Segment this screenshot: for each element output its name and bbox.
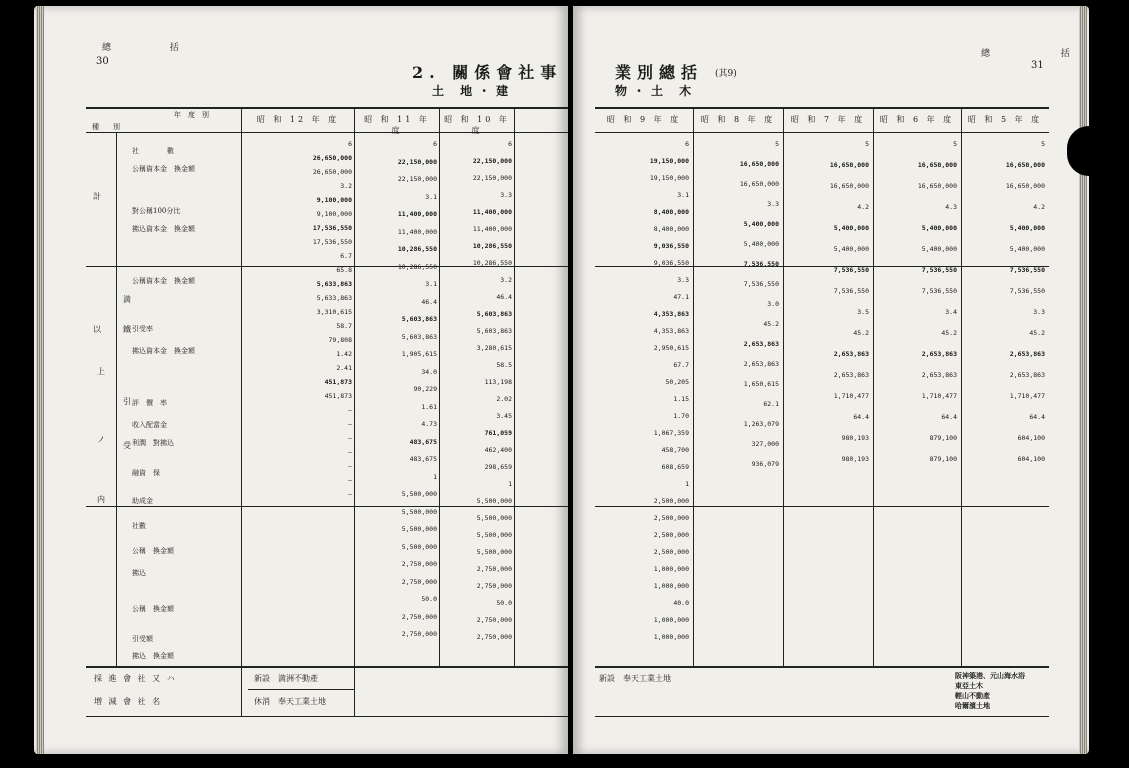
table-cell: 3.5 xyxy=(857,308,869,316)
page-title: 業別總括 xyxy=(615,63,704,82)
table-cell: 5,500,000 xyxy=(476,531,512,539)
table-cell: 1 xyxy=(685,480,689,488)
table-cell: 10,286,550 xyxy=(472,242,512,250)
table-cell: 879,100 xyxy=(929,455,957,463)
side-label: 受 xyxy=(123,441,131,450)
table-cell: 9,100,000 xyxy=(316,210,352,218)
table-cell: 9,036,550 xyxy=(653,259,689,267)
table-cell: 17,536,550 xyxy=(312,224,352,232)
table-cell: 3.0 xyxy=(767,300,779,308)
table-cell: — xyxy=(348,420,352,428)
stub-header-year: 年 度 別 xyxy=(174,111,209,119)
table-cell: 1,067,359 xyxy=(653,429,689,437)
table-cell: 5,500,000 xyxy=(476,514,512,522)
table-cell: 6 xyxy=(508,140,512,148)
table-cell: 2,750,000 xyxy=(401,577,437,586)
table-cell: 2,653,863 xyxy=(833,371,869,379)
footer-company: 輕山不動產 xyxy=(955,691,990,700)
table-cell: 2,500,000 xyxy=(653,548,689,556)
table-cell: — xyxy=(348,406,352,414)
row-label: 拂込資本金 換金額 xyxy=(132,225,195,233)
table-cell: 2,653,863 xyxy=(921,371,957,379)
table-cell: 5,400,000 xyxy=(743,240,779,248)
table-cell: 5 xyxy=(865,140,869,148)
table-cell: 2,653,863 xyxy=(743,360,779,368)
left-page xyxy=(34,6,568,754)
table-cell: 761,059 xyxy=(484,429,512,437)
table-cell: 1,000,000 xyxy=(653,565,689,573)
table-cell: 2,653,863 xyxy=(921,350,957,358)
table-cell: 5,500,000 xyxy=(401,507,437,516)
side-label: 満 xyxy=(123,295,131,304)
table-cell: 5,400,000 xyxy=(1009,245,1045,253)
table-cell: 1,710,477 xyxy=(1009,392,1045,400)
table-cell: 3.4 xyxy=(945,308,957,316)
table-cell: 79,808 xyxy=(328,336,352,344)
table-cell: 64.4 xyxy=(853,413,869,421)
page-number: 30 xyxy=(96,56,109,67)
running-head: 總 括 xyxy=(102,43,207,53)
side-label: 引 xyxy=(123,397,131,406)
table-cell: 327,000 xyxy=(751,440,779,448)
col-header-showa12: 昭 和 12 年 度 xyxy=(256,115,340,124)
table-cell: 19,150,000 xyxy=(649,157,689,165)
table-cell: — xyxy=(348,462,352,470)
table-cell: 5,400,000 xyxy=(921,224,957,232)
row-label: 助成金 xyxy=(132,497,153,505)
table-cell: 90,229 xyxy=(413,385,437,393)
col-header-showa9: 昭 和 9 年 度 xyxy=(606,115,682,124)
table-cell: 5,500,000 xyxy=(401,525,437,533)
table-cell: 4.2 xyxy=(857,203,869,211)
table-cell: 608,659 xyxy=(661,463,689,471)
table-cell: 7,536,550 xyxy=(833,266,869,274)
table-cell: 483,675 xyxy=(409,437,437,446)
table-cell: 5 xyxy=(1041,140,1045,148)
row-label: 社數 xyxy=(132,522,146,530)
table-cell: 3.1 xyxy=(677,191,689,199)
table-cell: 2,750,000 xyxy=(401,560,437,568)
page-subtitle: 土 地・建 xyxy=(432,84,515,98)
table-cell: 1,650,615 xyxy=(743,380,779,388)
col-header-showa7: 昭 和 7 年 度 xyxy=(790,115,866,124)
table-cell: 50.0 xyxy=(421,595,437,603)
page-edges xyxy=(36,6,44,754)
table-cell: 2,750,000 xyxy=(476,616,512,624)
table-cell: 67.7 xyxy=(673,361,689,369)
col-header-showa5: 昭 和 5 年 度 xyxy=(967,115,1043,124)
table-cell: 604,100 xyxy=(1017,455,1045,463)
table-cell: 5,500,000 xyxy=(476,497,512,505)
table-cell: 483,675 xyxy=(409,455,437,463)
table-cell: 5,500,000 xyxy=(401,542,437,551)
row-label: 公稱資本金 換金額 xyxy=(132,277,195,285)
table-cell: 10,286,550 xyxy=(472,259,512,267)
table-cell: 65.8 xyxy=(336,266,352,274)
table-cell: 5,400,000 xyxy=(921,245,957,253)
footer-company: 哈爾濱土地 xyxy=(955,701,990,710)
side-label: 上 xyxy=(97,367,105,376)
footer-value: 新設 奉天工業土地 xyxy=(599,674,671,683)
running-head: 總 括 xyxy=(981,49,1104,59)
row-label: 拂込資本金 換金額 xyxy=(132,347,195,355)
table-cell: 1,905,615 xyxy=(401,350,437,358)
stub-header-type: 種 別 xyxy=(92,123,120,131)
table-cell: 7,536,550 xyxy=(833,287,869,295)
table-cell: 5 xyxy=(775,140,779,148)
table-cell: — xyxy=(348,448,352,456)
table-cell: 5,400,000 xyxy=(1009,224,1045,232)
table-cell: 5,633,863 xyxy=(316,294,352,302)
table-cell: 6 xyxy=(685,140,689,148)
table-cell: 58.5 xyxy=(496,361,512,369)
table-cell: 1,000,000 xyxy=(653,582,689,590)
table-cell: 19,150,000 xyxy=(649,174,689,182)
col-header-showa8: 昭 和 8 年 度 xyxy=(700,115,776,124)
table-cell: 9,036,550 xyxy=(653,242,689,250)
table-cell: — xyxy=(348,476,352,484)
table-cell: 64.4 xyxy=(941,413,957,421)
table-cell: 16,650,000 xyxy=(739,180,779,188)
row-label: 拂込 換金額 xyxy=(132,652,174,660)
row-label: 引受額 xyxy=(132,635,153,643)
row-label: 社 數 xyxy=(132,147,174,155)
table-cell: 5,603,863 xyxy=(401,332,437,341)
row-label: 公稱 換金額 xyxy=(132,605,174,613)
table-cell: 1,710,477 xyxy=(921,392,957,400)
table-cell: 10,286,550 xyxy=(397,262,437,271)
table-cell: 936,079 xyxy=(751,460,779,468)
thumb-index-tab xyxy=(1067,126,1089,176)
table-cell: 7,536,550 xyxy=(1009,266,1045,274)
table-cell: 5,633,863 xyxy=(316,280,352,288)
table-cell: 2,750,000 xyxy=(401,630,437,638)
table-cell: 8,400,000 xyxy=(653,208,689,216)
table-cell: 2,950,615 xyxy=(653,344,689,352)
table-cell: 16,650,000 xyxy=(917,182,957,190)
row-label: 拂込 xyxy=(132,569,146,577)
table-cell: 5,400,000 xyxy=(743,220,779,228)
table-cell: 5,400,000 xyxy=(833,245,869,253)
table-cell: 7,536,550 xyxy=(921,287,957,295)
table-cell: 2,653,863 xyxy=(833,350,869,358)
table-cell: 7,536,550 xyxy=(743,280,779,288)
table-cell: 2,653,863 xyxy=(1009,371,1045,379)
table-cell: 2,653,863 xyxy=(743,340,779,348)
table-cell: 3.2 xyxy=(340,182,352,190)
table-cell: 8,400,000 xyxy=(653,225,689,233)
table-cell: — xyxy=(348,490,352,498)
table-cell: 16,650,000 xyxy=(917,161,957,169)
table-cell: 16,650,000 xyxy=(829,161,869,169)
row-label: 收入配當金 xyxy=(132,421,167,429)
table-cell: 1 xyxy=(508,480,512,488)
footer-company: 阪神築港、元山海水浴 xyxy=(955,671,1025,680)
table-cell: 47.1 xyxy=(673,293,689,301)
table-cell: 3.3 xyxy=(677,276,689,284)
row-label: 融資 保 xyxy=(132,469,160,477)
table-cell: 2.02 xyxy=(496,395,512,403)
table-cell: 22,150,000 xyxy=(397,157,437,166)
page-title: 2. 關係會社事 xyxy=(412,63,563,82)
table-cell: 2,750,000 xyxy=(401,612,437,621)
page-title-note: (其9) xyxy=(715,69,737,79)
table-cell: 1,710,477 xyxy=(833,392,869,400)
table-cell: 5,400,000 xyxy=(833,224,869,232)
page-edges xyxy=(1079,6,1087,754)
table-cell: 5,603,863 xyxy=(476,327,512,335)
table-cell: 4.2 xyxy=(1033,203,1045,211)
table-cell: 6.7 xyxy=(340,252,352,260)
col-header-showa11: 昭 和 11 年 度 xyxy=(364,115,430,135)
table-cell: 3,310,615 xyxy=(316,308,352,316)
table-cell: 451,873 xyxy=(324,392,352,400)
table-cell: 5,500,000 xyxy=(476,548,512,556)
row-label: 評 價 率 xyxy=(132,399,167,407)
table-cell: 16,650,000 xyxy=(739,160,779,168)
table-cell: 6 xyxy=(433,140,437,148)
side-label: 計 xyxy=(93,192,101,201)
side-label: 内 xyxy=(97,495,105,504)
page-subtitle: 物・土 木 xyxy=(615,84,698,98)
footer-value: 休消 奉天工業土地 xyxy=(254,697,326,706)
table-cell: 3.1 xyxy=(425,192,437,201)
side-label: 鐵 xyxy=(123,325,131,334)
table-cell: 451,873 xyxy=(324,378,352,386)
table-cell: 2,500,000 xyxy=(653,514,689,522)
row-label: 公稱 換金額 xyxy=(132,547,174,555)
table-cell: 113,198 xyxy=(484,378,512,386)
table-cell: 7,536,550 xyxy=(743,260,779,268)
table-cell: 2,750,000 xyxy=(476,582,512,590)
table-cell: 46.4 xyxy=(421,297,437,306)
table-cell: 7,536,550 xyxy=(1009,287,1045,295)
table-cell: 980,193 xyxy=(841,434,869,442)
table-cell: 10,286,550 xyxy=(397,245,437,253)
table-cell: 462,400 xyxy=(484,446,512,454)
side-label: 以 xyxy=(93,325,101,334)
table-cell: 1 xyxy=(433,472,437,481)
table-cell: 4,353,863 xyxy=(653,327,689,335)
table-cell: 46.4 xyxy=(496,293,512,301)
row-label: 利潤 對拂込 xyxy=(132,439,174,447)
footer-company: 東亞土木 xyxy=(955,681,983,690)
table-cell: 45.2 xyxy=(853,329,869,337)
table-cell: 1,000,000 xyxy=(653,616,689,624)
table-cell: 604,100 xyxy=(1017,434,1045,442)
table-cell: 1,000,000 xyxy=(653,633,689,641)
col-header-showa6: 昭 和 6 年 度 xyxy=(879,115,955,124)
table-cell: 1.61 xyxy=(421,402,437,411)
table-cell: 4.3 xyxy=(945,203,957,211)
table-cell: 5,500,000 xyxy=(401,490,437,498)
table-cell: 298,659 xyxy=(484,463,512,471)
table-cell: 16,650,000 xyxy=(1005,161,1045,169)
footer-label: 増 減 會 社 名 xyxy=(94,697,163,706)
table-cell: 3.3 xyxy=(767,200,779,208)
table-cell: 3.3 xyxy=(500,191,512,199)
table-cell: 16,650,000 xyxy=(829,182,869,190)
side-label: ノ xyxy=(97,435,105,444)
table-cell: 9,100,000 xyxy=(316,196,352,204)
table-cell: 26,650,000 xyxy=(312,154,352,162)
right-page xyxy=(573,6,1104,754)
table-cell: 3.1 xyxy=(425,280,437,288)
table-cell: 45.2 xyxy=(763,320,779,328)
table-cell: 11,400,000 xyxy=(397,210,437,218)
table-cell: 34.0 xyxy=(421,367,437,376)
table-cell: 5 xyxy=(953,140,957,148)
table-cell: 1,263,079 xyxy=(743,420,779,428)
footer-label: 採 進 會 社 又 ハ xyxy=(94,674,177,683)
table-cell: 458,700 xyxy=(661,446,689,454)
table-cell: 58.7 xyxy=(336,322,352,330)
row-label: 對公稱100分比 xyxy=(132,207,181,215)
table-cell: 7,536,550 xyxy=(921,266,957,274)
table-cell: 11,400,000 xyxy=(397,227,437,236)
table-cell: 4.73 xyxy=(421,420,437,428)
table-cell: 879,100 xyxy=(929,434,957,442)
table-cell: 1.70 xyxy=(673,412,689,420)
table-cell: — xyxy=(348,434,352,442)
table-cell: 11,400,000 xyxy=(472,225,512,233)
table-cell: 3.3 xyxy=(1033,308,1045,316)
table-cell: 22,150,000 xyxy=(472,157,512,165)
table-cell: 2,500,000 xyxy=(653,497,689,505)
table-cell: 64.4 xyxy=(1029,413,1045,421)
footer-value: 新設 満洲不動產 xyxy=(254,674,318,683)
row-label: 公稱資本金 換金額 xyxy=(132,165,195,173)
table-cell: 26,650,000 xyxy=(312,168,352,176)
table-cell: 45.2 xyxy=(1029,329,1045,337)
table-cell: 2,750,000 xyxy=(476,565,512,573)
table-cell: 17,536,550 xyxy=(312,238,352,246)
table-cell: 2.41 xyxy=(336,364,352,372)
table-cell: 6 xyxy=(348,140,352,148)
table-cell: 5,603,863 xyxy=(401,315,437,323)
table-cell: 45.2 xyxy=(941,329,957,337)
table-cell: 5,603,863 xyxy=(476,310,512,318)
table-cell: 3.2 xyxy=(500,276,512,284)
table-cell: 22,150,000 xyxy=(472,174,512,182)
table-cell: 40.0 xyxy=(673,599,689,607)
table-cell: 3,280,615 xyxy=(476,344,512,352)
table-cell: 2,500,000 xyxy=(653,531,689,539)
table-cell: 11,400,000 xyxy=(472,208,512,216)
table-cell: 50.0 xyxy=(496,599,512,607)
table-cell: 50,205 xyxy=(665,378,689,386)
table-cell: 62.1 xyxy=(763,400,779,408)
table-cell: 1.15 xyxy=(673,395,689,403)
table-cell: 2,750,000 xyxy=(476,633,512,641)
table-cell: 3.45 xyxy=(496,412,512,420)
table-cell: 1.42 xyxy=(336,350,352,358)
row-label: 引受率 xyxy=(132,325,153,333)
col-header-showa10: 昭 和 10 年 度 xyxy=(444,115,510,135)
table-cell: 2,653,863 xyxy=(1009,350,1045,358)
page-number: 31 xyxy=(1031,60,1044,71)
table-cell: 980,193 xyxy=(841,455,869,463)
table-cell: 4,353,863 xyxy=(653,310,689,318)
table-cell: 16,650,000 xyxy=(1005,182,1045,190)
table-cell: 22,150,000 xyxy=(397,175,437,183)
